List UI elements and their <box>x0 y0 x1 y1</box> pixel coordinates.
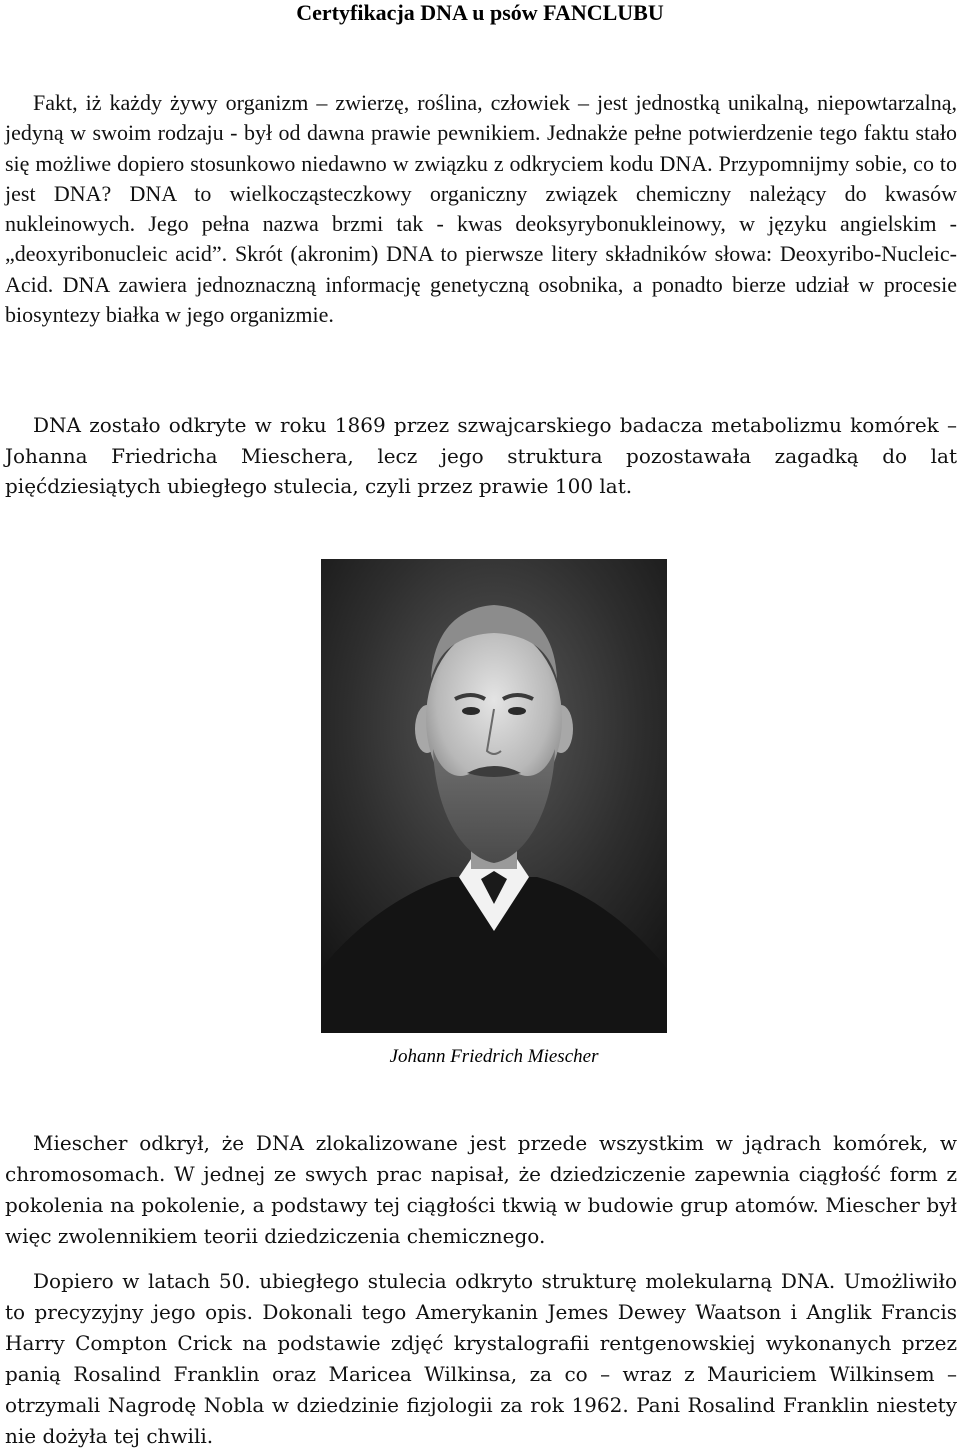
portrait-illustration <box>321 559 667 1033</box>
document-title: Certyfikacja DNA u psów FANCLUBU <box>296 0 664 25</box>
paragraph-miescher <box>5 1128 957 1252</box>
paragraph-structure <box>5 1266 957 1452</box>
paragraph-intro <box>5 88 957 330</box>
paragraph-structure-text: Dopiero w latach 50. ubiegłego stulecia odkryto strukturę molekularną DNA. Umożliwiło to precyzyjny jego opis. Dokonali tego Amerykanin Jemes Dewey Waatson i Anglik Francis Harry Compton Crick na podstawie zdjęć krystalografii rentgenowskiej wykonanych przez panią Rosalind Franklin oraz Maricea Wilkinsa, za co – wraz z Mauriciem Wilkinsem – otrzymali Nagrodę Nobla w dziedzinie fizjologii za rok 1962. Pani Rosalind Franklin niestety nie dożyła tej chwili. <box>5 1269 957 1448</box>
portrait-photo <box>321 559 667 1033</box>
photo-caption: Johann Friedrich Miescher <box>389 1046 599 1067</box>
paragraph-discovery <box>5 410 957 502</box>
paragraph-miescher-text: Miescher odkrył, że DNA zlokalizowane jest przede wszystkim w jądrach komórek, w chromosomach. W jednej ze swych prac napisał, że dziedziczenie zapewnia ciągłość form z pokolenia na pokolenie, a podstawy tej ciągłości tkwią w budowie grup atomów. Miescher był więc zwolennikiem teorii dziedziczenia chemicznego. <box>5 1131 957 1248</box>
paragraph-discovery-text: DNA zostało odkryte w roku 1869 przez szwajcarskiego badacza metabolizmu komórek – Johanna Friedricha Mieschera, lecz jego struktura pozostawała zagadką do lat pięćdziesiątych ubiegłego stulecia, czyli przez prawie 100 lat. <box>5 413 957 498</box>
paragraph-intro-text: Fakt, iż każdy żywy organizm – zwierzę, roślina, człowiek – jest jednostką unikalną, niepowtarzalną, jedyną w swoim rodzaju - był od dawna prawie pewnikiem. Jednakże pełne potwierdzenie tego faktu stało się możliwe dopiero stosunkowo niedawno w związku z odkryciem kodu DNA. Przypomnijmy sobie, co to jest DNA? DNA to wielkocząsteczkowy organiczny związek chemiczny należący do kwasów nukleinowych. Jego pełna nazwa brzmi tak - kwas deoksyrybonukleinowy, w języku angielskim - „deoxyribonucleic acid”. Skrót (akronim) DNA to pierwsze litery składników słowa: Deoxyribo-Nucleic-Acid. DNA zawiera jednoznaczną informację genetyczną osobnika, a ponadto bierze udział w procesie biosyntezy białka w jego organizmie. <box>5 90 957 328</box>
